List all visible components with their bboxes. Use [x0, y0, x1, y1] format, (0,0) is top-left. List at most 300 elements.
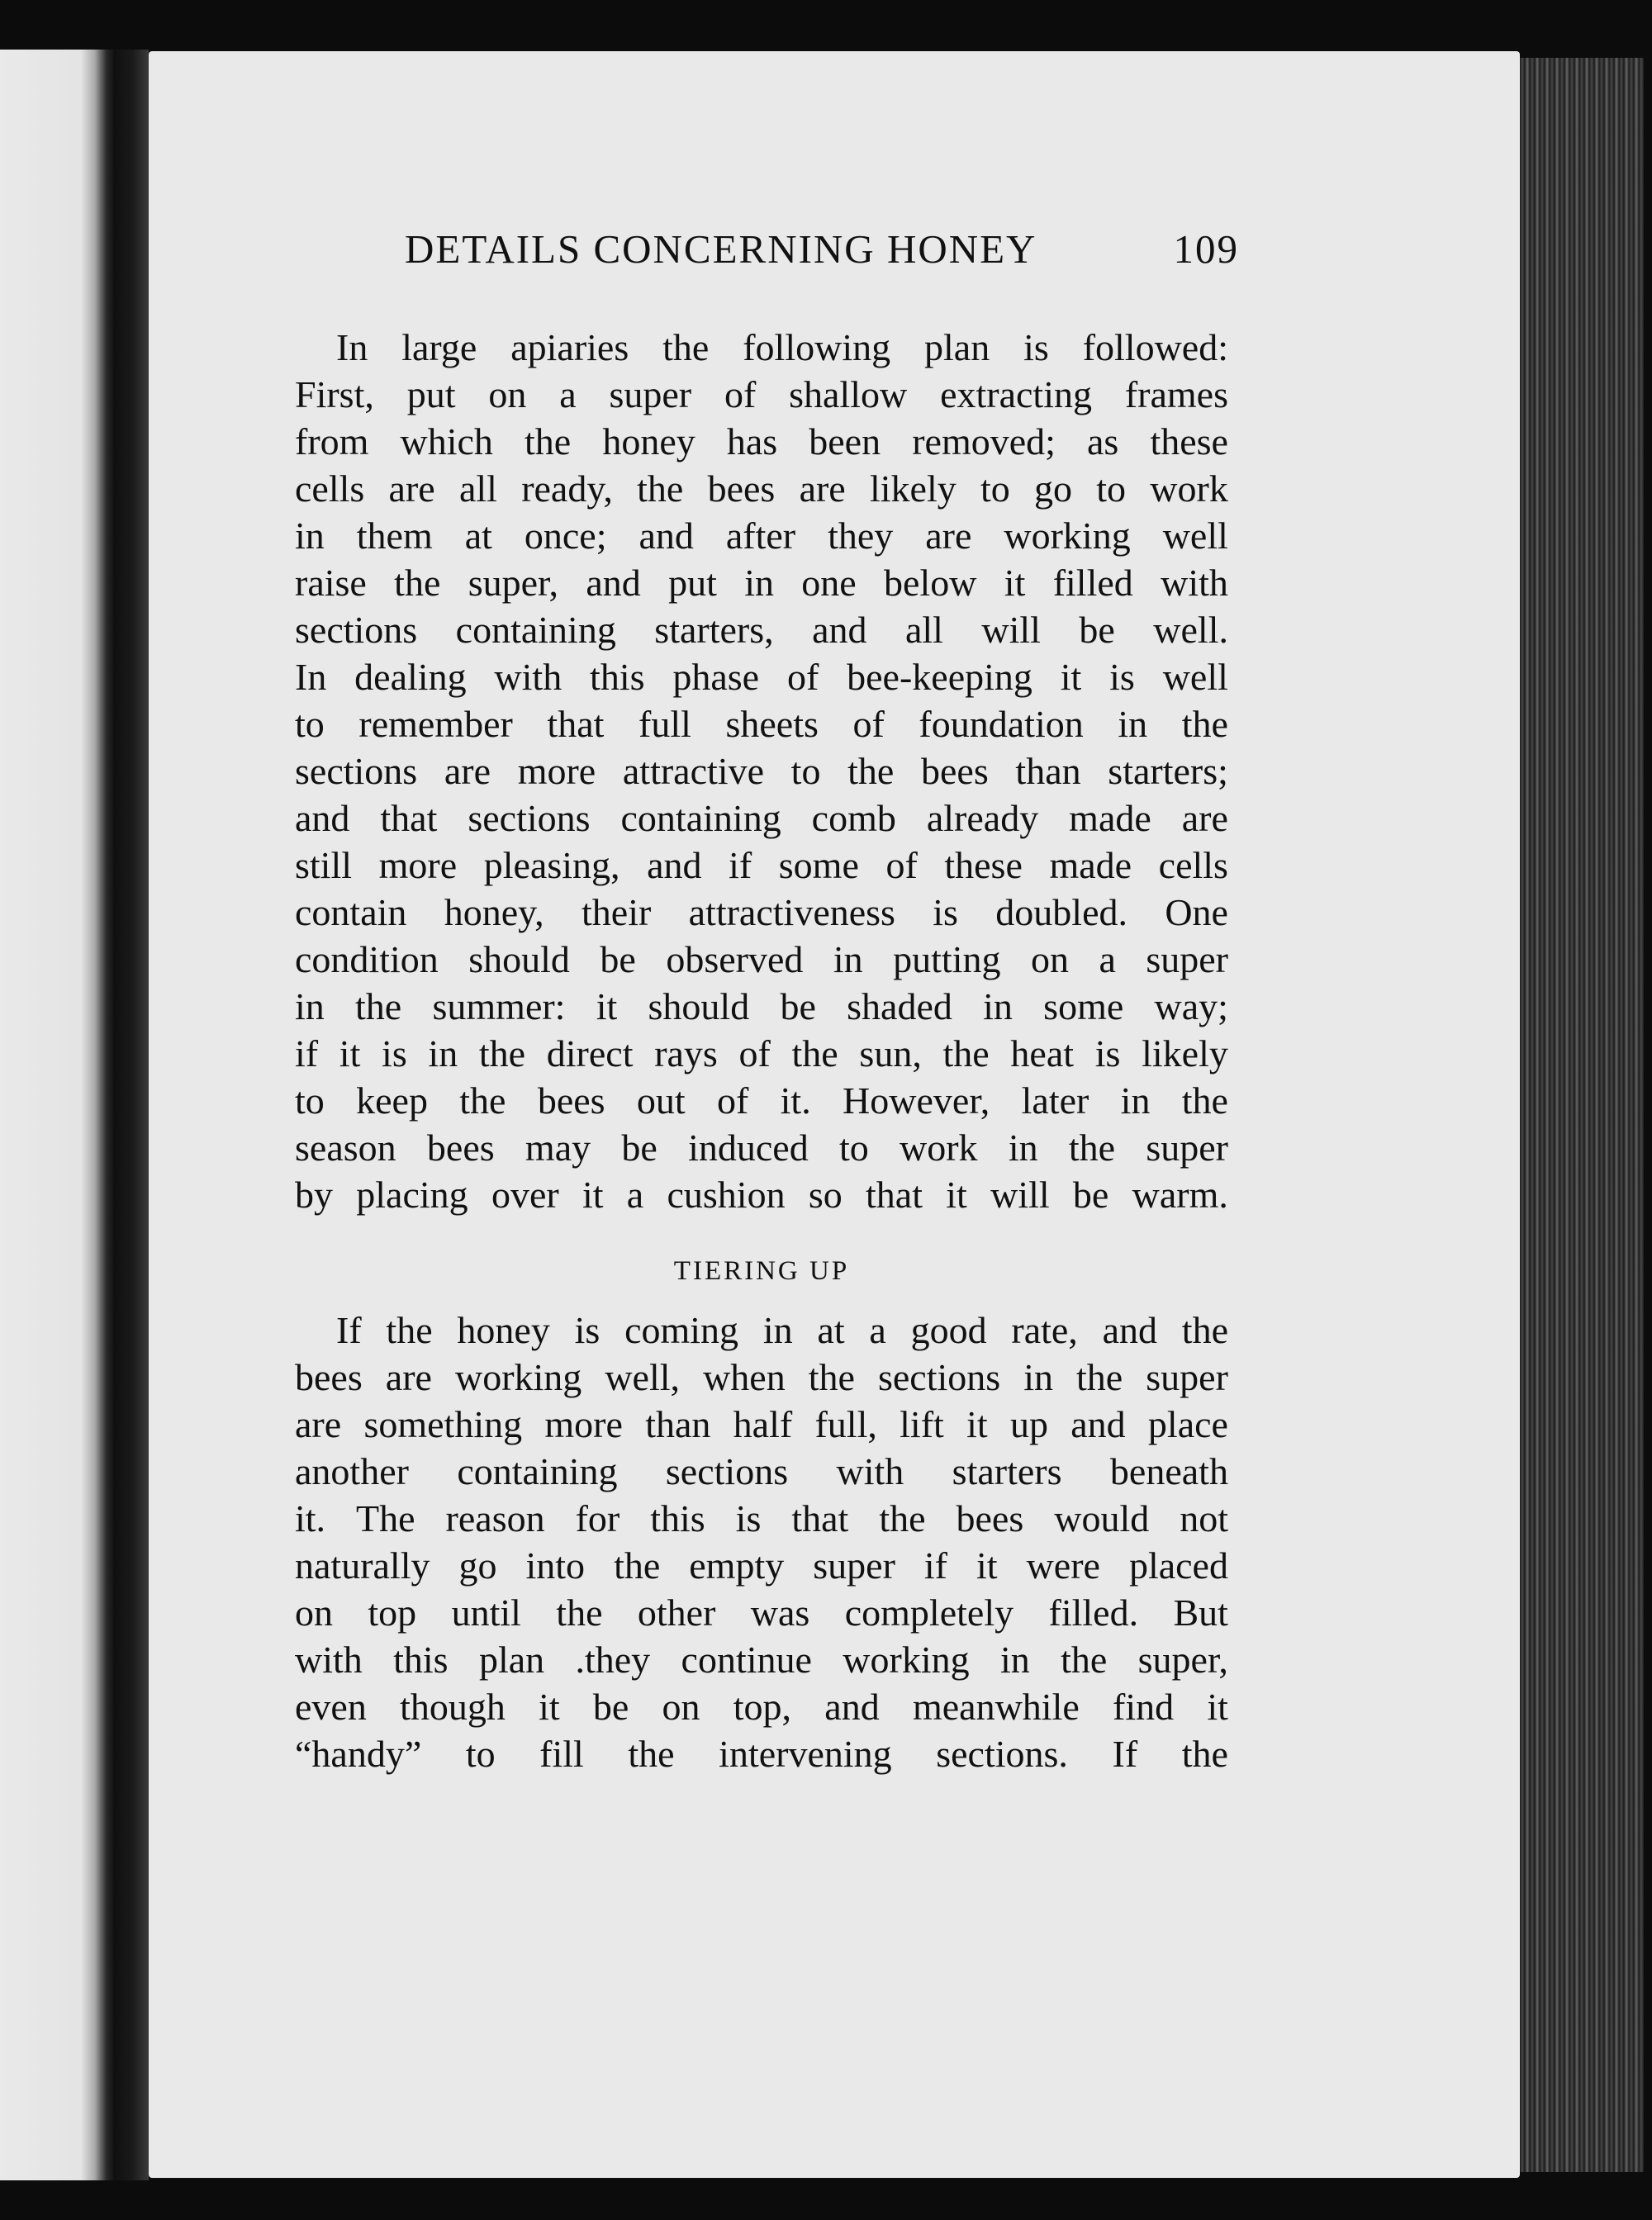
word: on — [295, 1591, 333, 1634]
word: bees — [295, 1356, 363, 1398]
word: cells — [1158, 844, 1228, 886]
word: in — [744, 562, 774, 604]
word: it — [976, 1544, 998, 1587]
word: apiaries — [510, 326, 629, 368]
text-line — [295, 936, 1228, 983]
word: are — [1181, 797, 1228, 839]
word: half — [733, 1403, 793, 1445]
word: after — [725, 515, 796, 557]
word: well — [1162, 515, 1228, 557]
word: it — [1060, 656, 1082, 698]
word: out — [636, 1079, 686, 1122]
text-line — [295, 1401, 1228, 1448]
word: reason — [445, 1497, 545, 1539]
word: the — [628, 1733, 675, 1775]
word: continue — [681, 1639, 812, 1681]
word: are — [388, 467, 435, 510]
word: containing — [620, 797, 781, 839]
word: sections. — [936, 1733, 1068, 1775]
word: well. — [1153, 609, 1228, 651]
word: working — [454, 1356, 582, 1398]
word: bees — [707, 467, 776, 510]
word: be — [621, 1127, 657, 1169]
word: it — [1207, 1686, 1228, 1728]
word: “handy” — [295, 1733, 422, 1775]
page-number: 109 — [1173, 226, 1239, 272]
text-line — [295, 983, 1228, 1030]
word: condition — [295, 938, 439, 980]
word: to — [465, 1733, 496, 1775]
word: than — [1015, 750, 1081, 792]
text-line — [295, 1730, 1228, 1777]
word: likely — [869, 467, 957, 510]
word: if — [295, 1032, 319, 1074]
word: that — [547, 703, 605, 745]
word: sun, — [859, 1032, 922, 1074]
word: to — [980, 467, 1010, 510]
word: and — [647, 844, 702, 886]
word: was — [750, 1591, 810, 1634]
word: of — [786, 656, 819, 698]
word: bees — [537, 1079, 605, 1122]
text-line — [295, 559, 1228, 606]
word: of — [852, 703, 885, 745]
word: cushion — [667, 1174, 786, 1216]
word: a — [869, 1309, 886, 1351]
word: doubled. — [995, 891, 1127, 933]
word: bees — [956, 1497, 1024, 1539]
text-line — [295, 371, 1228, 418]
word: on — [662, 1686, 700, 1728]
word: in — [295, 515, 325, 557]
word: warm. — [1132, 1174, 1228, 1216]
word: were — [1026, 1544, 1100, 1587]
word: removed; — [912, 420, 1056, 462]
word: and — [638, 515, 694, 557]
page-header — [405, 225, 1239, 283]
word: it. — [780, 1079, 811, 1122]
word: well — [1162, 656, 1228, 698]
facing-page-edge — [0, 50, 116, 2180]
word: But — [1173, 1591, 1228, 1634]
word: with — [1161, 562, 1228, 604]
word: are — [444, 750, 491, 792]
word: which — [400, 420, 493, 462]
word: that — [791, 1497, 849, 1539]
text-line — [295, 889, 1228, 936]
word: the — [556, 1591, 603, 1634]
word: plan — [924, 326, 990, 368]
word: with — [295, 1639, 363, 1681]
word: the — [879, 1497, 926, 1539]
word: be — [1079, 609, 1115, 651]
text-line — [295, 795, 1228, 842]
word: place — [1147, 1403, 1228, 1445]
word: more — [378, 844, 458, 886]
word: to — [790, 750, 821, 792]
book-gutter-shadow — [116, 50, 149, 2180]
word: and — [1102, 1309, 1158, 1351]
word: put — [406, 373, 456, 415]
word: the — [459, 1079, 506, 1122]
word: to — [838, 1127, 869, 1169]
word: sections — [295, 609, 418, 651]
word: over — [491, 1174, 559, 1216]
word: a — [1099, 938, 1116, 980]
word: If — [336, 1309, 362, 1351]
word: on — [488, 373, 527, 415]
word: containing — [457, 1450, 618, 1492]
word: already — [926, 797, 1039, 839]
word: one — [801, 562, 857, 604]
text-line — [295, 1636, 1228, 1683]
word: still — [295, 844, 353, 886]
word: sections — [877, 1356, 1001, 1398]
word: filled. — [1048, 1591, 1139, 1634]
paragraph — [295, 1307, 1228, 1777]
word: them — [356, 515, 433, 557]
word: so — [808, 1174, 843, 1216]
word: in — [1120, 1079, 1151, 1122]
word: more — [544, 1403, 623, 1445]
word: another — [295, 1450, 409, 1492]
word: should — [468, 938, 570, 980]
word: is — [1023, 326, 1049, 368]
word: remember — [358, 703, 513, 745]
word: the — [478, 1032, 526, 1074]
word: has — [726, 420, 778, 462]
word: put — [668, 562, 717, 604]
word: and — [586, 562, 641, 604]
word: be — [600, 938, 636, 980]
word: at — [817, 1309, 845, 1351]
word: foundation — [919, 703, 1084, 745]
word: some — [1043, 985, 1124, 1027]
word: made — [1049, 844, 1132, 886]
word: starters; — [1108, 750, 1228, 792]
word: shallow — [789, 373, 908, 415]
word: for — [575, 1497, 620, 1539]
word: One — [1165, 891, 1228, 933]
word: and — [812, 609, 867, 651]
word: honey — [602, 420, 695, 462]
word: a — [559, 373, 577, 415]
section-heading: TIERING UP — [673, 1256, 850, 1286]
word: direct — [546, 1032, 634, 1074]
word: In — [295, 656, 327, 698]
word: in — [999, 1639, 1030, 1681]
word: sections — [665, 1450, 789, 1492]
word: all — [904, 609, 943, 651]
word: well, — [605, 1356, 681, 1398]
paragraph — [295, 324, 1228, 1218]
word: that — [380, 797, 438, 839]
word: cells — [295, 467, 365, 510]
word: as — [1087, 420, 1119, 462]
word: placed — [1128, 1544, 1228, 1587]
word: in — [295, 985, 325, 1027]
word: even — [295, 1686, 367, 1728]
text-line — [295, 1542, 1228, 1589]
word: frames — [1124, 373, 1228, 415]
text-line — [295, 1030, 1228, 1077]
word: full — [638, 703, 691, 745]
word: observed — [666, 938, 804, 980]
word: full, — [814, 1403, 877, 1445]
word: completely — [844, 1591, 1014, 1634]
word: it — [946, 1174, 967, 1216]
word: pleasing, — [483, 844, 620, 886]
text-line — [295, 1171, 1228, 1218]
word: is — [735, 1497, 762, 1539]
word: to — [295, 1079, 325, 1122]
text-line — [295, 1077, 1228, 1124]
word: plan — [478, 1639, 545, 1681]
word: it — [539, 1686, 560, 1728]
word: is — [574, 1309, 601, 1351]
word: from — [295, 420, 369, 462]
word: the — [1181, 1079, 1228, 1122]
word: it. — [295, 1497, 326, 1539]
word: of — [738, 1032, 771, 1074]
word: and — [824, 1686, 880, 1728]
word: this — [590, 656, 645, 698]
word: top — [368, 1591, 417, 1634]
word: it — [1004, 562, 1026, 604]
text-line — [295, 653, 1228, 700]
word: The — [356, 1497, 415, 1539]
word: super — [813, 1544, 895, 1587]
word: super, — [1137, 1639, 1228, 1681]
word: below — [884, 562, 977, 604]
word: and — [1070, 1403, 1126, 1445]
word: may — [525, 1127, 591, 1169]
word: In — [336, 326, 368, 368]
word: the — [942, 1032, 990, 1074]
word: super — [1146, 938, 1228, 980]
word: will — [990, 1174, 1050, 1216]
text-line — [295, 512, 1228, 559]
word: keep — [356, 1079, 428, 1122]
word: rate, — [1011, 1309, 1078, 1351]
word: are — [295, 1403, 342, 1445]
word: super — [1146, 1356, 1228, 1398]
word: more — [517, 750, 596, 792]
word: heat — [1010, 1032, 1075, 1074]
word: other — [637, 1591, 716, 1634]
word: bee-keeping — [847, 656, 1032, 698]
word: is — [1094, 1032, 1121, 1074]
word: in — [1008, 1127, 1038, 1169]
word: sheets — [725, 703, 819, 745]
word: to — [295, 703, 325, 745]
word: not — [1180, 1497, 1228, 1539]
word: is — [1109, 656, 1135, 698]
word: with — [494, 656, 563, 698]
word: though — [400, 1686, 506, 1728]
word: of — [885, 844, 918, 886]
word: at — [464, 515, 492, 557]
word: summer: — [432, 985, 566, 1027]
word: sections — [468, 797, 591, 839]
word: comb — [811, 797, 896, 839]
word: their — [582, 891, 652, 933]
text-line — [295, 1495, 1228, 1542]
word: followed: — [1082, 326, 1228, 368]
word: attractive — [622, 750, 764, 792]
page-stack-edge — [1520, 58, 1644, 2172]
text-line — [295, 465, 1228, 512]
word: the — [1068, 1127, 1116, 1169]
word: likely — [1142, 1032, 1228, 1074]
word: if — [729, 844, 752, 886]
word: if — [923, 1544, 947, 1587]
word: good — [910, 1309, 987, 1351]
word: filled — [1052, 562, 1133, 604]
word: it — [966, 1403, 988, 1445]
word: a — [626, 1174, 644, 1216]
word: work — [900, 1127, 978, 1169]
word: these — [1150, 420, 1228, 462]
word: raise — [295, 562, 367, 604]
word: the — [355, 985, 402, 1027]
word: bees — [426, 1127, 495, 1169]
word: be — [592, 1686, 629, 1728]
word: the — [1181, 1733, 1228, 1775]
word: go — [458, 1544, 497, 1587]
word: later — [1021, 1079, 1089, 1122]
word: top, — [733, 1686, 792, 1728]
word: that — [866, 1174, 923, 1216]
word: on — [1030, 938, 1069, 980]
word: .they — [575, 1639, 651, 1681]
text-line — [295, 842, 1228, 889]
word: the — [847, 750, 895, 792]
word: super — [609, 373, 692, 415]
text-line — [295, 1683, 1228, 1730]
word: it — [596, 985, 618, 1027]
running-head: DETAILS CONCERNING HONEY — [405, 226, 1037, 272]
word: the — [1181, 703, 1228, 745]
word: the — [614, 1544, 661, 1587]
word: are — [925, 515, 972, 557]
word: the — [1076, 1356, 1123, 1398]
word: of — [724, 373, 757, 415]
word: go — [1034, 467, 1073, 510]
word: ready, — [521, 467, 613, 510]
word: are — [385, 1356, 432, 1398]
word: it — [582, 1174, 604, 1216]
word: placing — [356, 1174, 468, 1216]
word: would — [1054, 1497, 1150, 1539]
word: However, — [843, 1079, 990, 1122]
word: contain — [295, 891, 407, 933]
word: in — [983, 985, 1013, 1027]
word: attractiveness — [688, 891, 895, 933]
word: the — [525, 420, 572, 462]
word: some — [778, 844, 859, 886]
word: containing — [455, 609, 616, 651]
word: the — [386, 1309, 433, 1351]
word: lift — [900, 1403, 944, 1445]
text-line — [295, 1124, 1228, 1171]
word: rays — [654, 1032, 718, 1074]
word: naturally — [295, 1544, 430, 1587]
text-line — [295, 324, 1228, 371]
word: the — [394, 562, 441, 604]
word: starters, — [654, 609, 774, 651]
word: be — [780, 985, 816, 1027]
word: made — [1069, 797, 1151, 839]
word: and — [295, 797, 350, 839]
word: it — [339, 1032, 361, 1074]
word: been — [809, 420, 881, 462]
word: with — [836, 1450, 904, 1492]
word: something — [363, 1403, 523, 1445]
word: If — [1112, 1733, 1138, 1775]
word: is — [382, 1032, 407, 1074]
text-line — [295, 606, 1228, 653]
word: this — [393, 1639, 449, 1681]
word: following — [743, 326, 891, 368]
word: than — [645, 1403, 711, 1445]
text-line — [295, 1448, 1228, 1495]
word: by — [295, 1174, 333, 1216]
word: be — [1072, 1174, 1109, 1216]
word: extracting — [940, 373, 1092, 415]
body-text — [295, 324, 1228, 1777]
word: First, — [295, 373, 374, 415]
word: of — [717, 1079, 749, 1122]
word: intervening — [719, 1733, 892, 1775]
word: beneath — [1109, 1450, 1228, 1492]
text-line — [295, 700, 1228, 747]
text-line — [295, 747, 1228, 795]
word: honey — [457, 1309, 550, 1351]
word: phase — [672, 656, 760, 698]
word: is — [933, 891, 958, 933]
word: super — [1146, 1127, 1228, 1169]
word: to — [1096, 467, 1127, 510]
text-line — [295, 418, 1228, 465]
word: season — [295, 1127, 396, 1169]
word: in — [833, 938, 863, 980]
text-line — [295, 1307, 1228, 1354]
word: they — [828, 515, 894, 557]
word: in — [762, 1309, 793, 1351]
word: when — [703, 1356, 786, 1398]
word: honey, — [444, 891, 544, 933]
word: empty — [689, 1544, 785, 1587]
word: will — [981, 609, 1041, 651]
word: large — [401, 326, 477, 368]
word: meanwhile — [912, 1686, 1080, 1728]
text-line — [295, 1589, 1228, 1636]
word: the — [791, 1032, 838, 1074]
word: all — [458, 467, 497, 510]
word: these — [944, 844, 1023, 886]
word: way; — [1154, 985, 1228, 1027]
text-line — [295, 1354, 1228, 1401]
word: until — [451, 1591, 521, 1634]
word: the — [662, 326, 710, 368]
word: up — [1009, 1403, 1048, 1445]
word: induced — [688, 1127, 809, 1169]
word: putting — [893, 938, 1001, 980]
word: find — [1113, 1686, 1175, 1728]
word: the — [1181, 1309, 1228, 1351]
word: the — [637, 467, 684, 510]
